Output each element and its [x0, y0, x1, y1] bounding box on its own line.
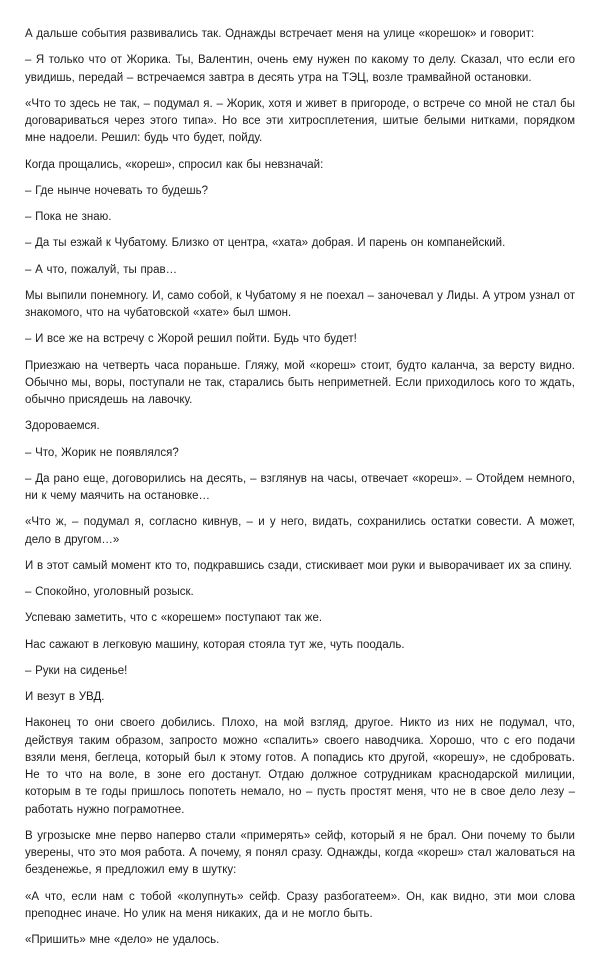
paragraph: Успеваю заметить, что с «корешем» поступают так же. [25, 612, 323, 625]
paragraph: – А что, пожалуй, ты прав… [25, 263, 178, 276]
paragraph: – Да рано еще, договорились на десять, – взглянув на часы, отвечает «кореш». – Отойдем немного, ни к чему маячить на остановке… [25, 472, 575, 502]
paragraph: А дальше события развивались так. Однажды встречает меня на улице «корешок» и говорит: [25, 28, 535, 40]
paragraph: – Пока не знаю. [25, 211, 112, 223]
paragraph: Нас сажают в легковую машину, которая стояла тут же, чуть поодаль. [25, 638, 405, 651]
paragraph: – Где нынче ночевать то будешь? [25, 184, 209, 197]
text-body [25, 26, 575, 949]
paragraph: – Я только что от Жорика. Ты, Валентин, очень ему нужен по какому то делу. Сказал, что если его увидишь, передай – встречаемся завтра в десять утра на ТЭЦ, возле трамвайной остановки. [25, 54, 575, 84]
paragraph: «Что то здесь не так, – подумал я. – Жорик, хотя и живет в пригороде, о встрече со мной не стал бы договариваться через этого типа». Но все эти хитросплетения, шитые белыми нитками, порядком мне надоели. Решил: будь что будет, пойду. [25, 97, 575, 145]
paragraph: – Спокойно, уголовный розыск. [25, 586, 194, 598]
paragraph: – И все же на встречу с Жорой решил пойти. Будь что будет! [25, 333, 357, 346]
paragraph: Мы выпили понемногу. И, само собой, к Чубатому я не поехал – заночевал у Лиды. А утром узнал от знакомого, что на чубатовской «хате» был шмон. [25, 289, 575, 319]
paragraph: – Руки на сиденье! [25, 664, 128, 677]
paragraph: Здороваемся. [25, 420, 100, 433]
paragraph: «Пришить» мне «дело» не удалось. [25, 934, 220, 946]
paragraph: Наконец то они своего добились. Плохо, на мой взгляд, другое. Никто из них не подумал, что, действуя таким образом, запросто можно «спалить» своего наводчика. Хорошо, что с его подачи взяли меня, беглеца, который был к этому готов. А попадись кто другой, «корешу», не сдобровать. Не то что на воле, в зоне его достанут. Отдаю должное сотрудникам краснодарской милиции, которым в те годы пришлось попотеть немало, но – пусть простят меня, что не в свое дело лезу – работать нужно пограмотнее. [25, 717, 575, 816]
paragraph: – Да ты езжай к Чубатому. Близко от центра, «хата» добрая. И парень он компанейский. [25, 237, 506, 250]
paragraph: «А что, если нам с тобой «колупнуть» сейф. Сразу разбогатеем». Он, как видно, эти мои слова преподнес иначе. Но улик на меня никаких, да и не могло быть. [25, 890, 575, 920]
paragraph: Когда прощались, «кореш», спросил как бы невзначай: [25, 158, 324, 171]
paragraph: И везут в УВД. [25, 691, 105, 703]
paragraph: В угрозыске мне перво наперво стали «примерять» сейф, который я не брал. Они почему то были уверены, что это моя работа. А почему, я понял сразу. Однажды, когда «кореш» стал жаловаться на безденежье, я предложил ему в шутку: [25, 829, 575, 877]
paragraph: – Что, Жорик не появлялся? [25, 446, 179, 459]
paragraph: Приезжаю на четверть часа пораньше. Гляжу, мой «кореш» стоит, будто каланча, за версту видно. Обычно мы, воры, поступали не так, старались быть неприметней. Если приходилось кого то ждать, обычно присядешь на лавочку. [25, 359, 575, 406]
paragraph: И в этот самый момент кто то, подкравшись сзади, стискивает мои руки и выворачивает их за спину. [25, 559, 572, 572]
paragraph: «Что ж, – подумал я, согласно кивнув, – и у него, видать, сохранились остатки совести. А может, дело в другом…» [25, 516, 575, 546]
